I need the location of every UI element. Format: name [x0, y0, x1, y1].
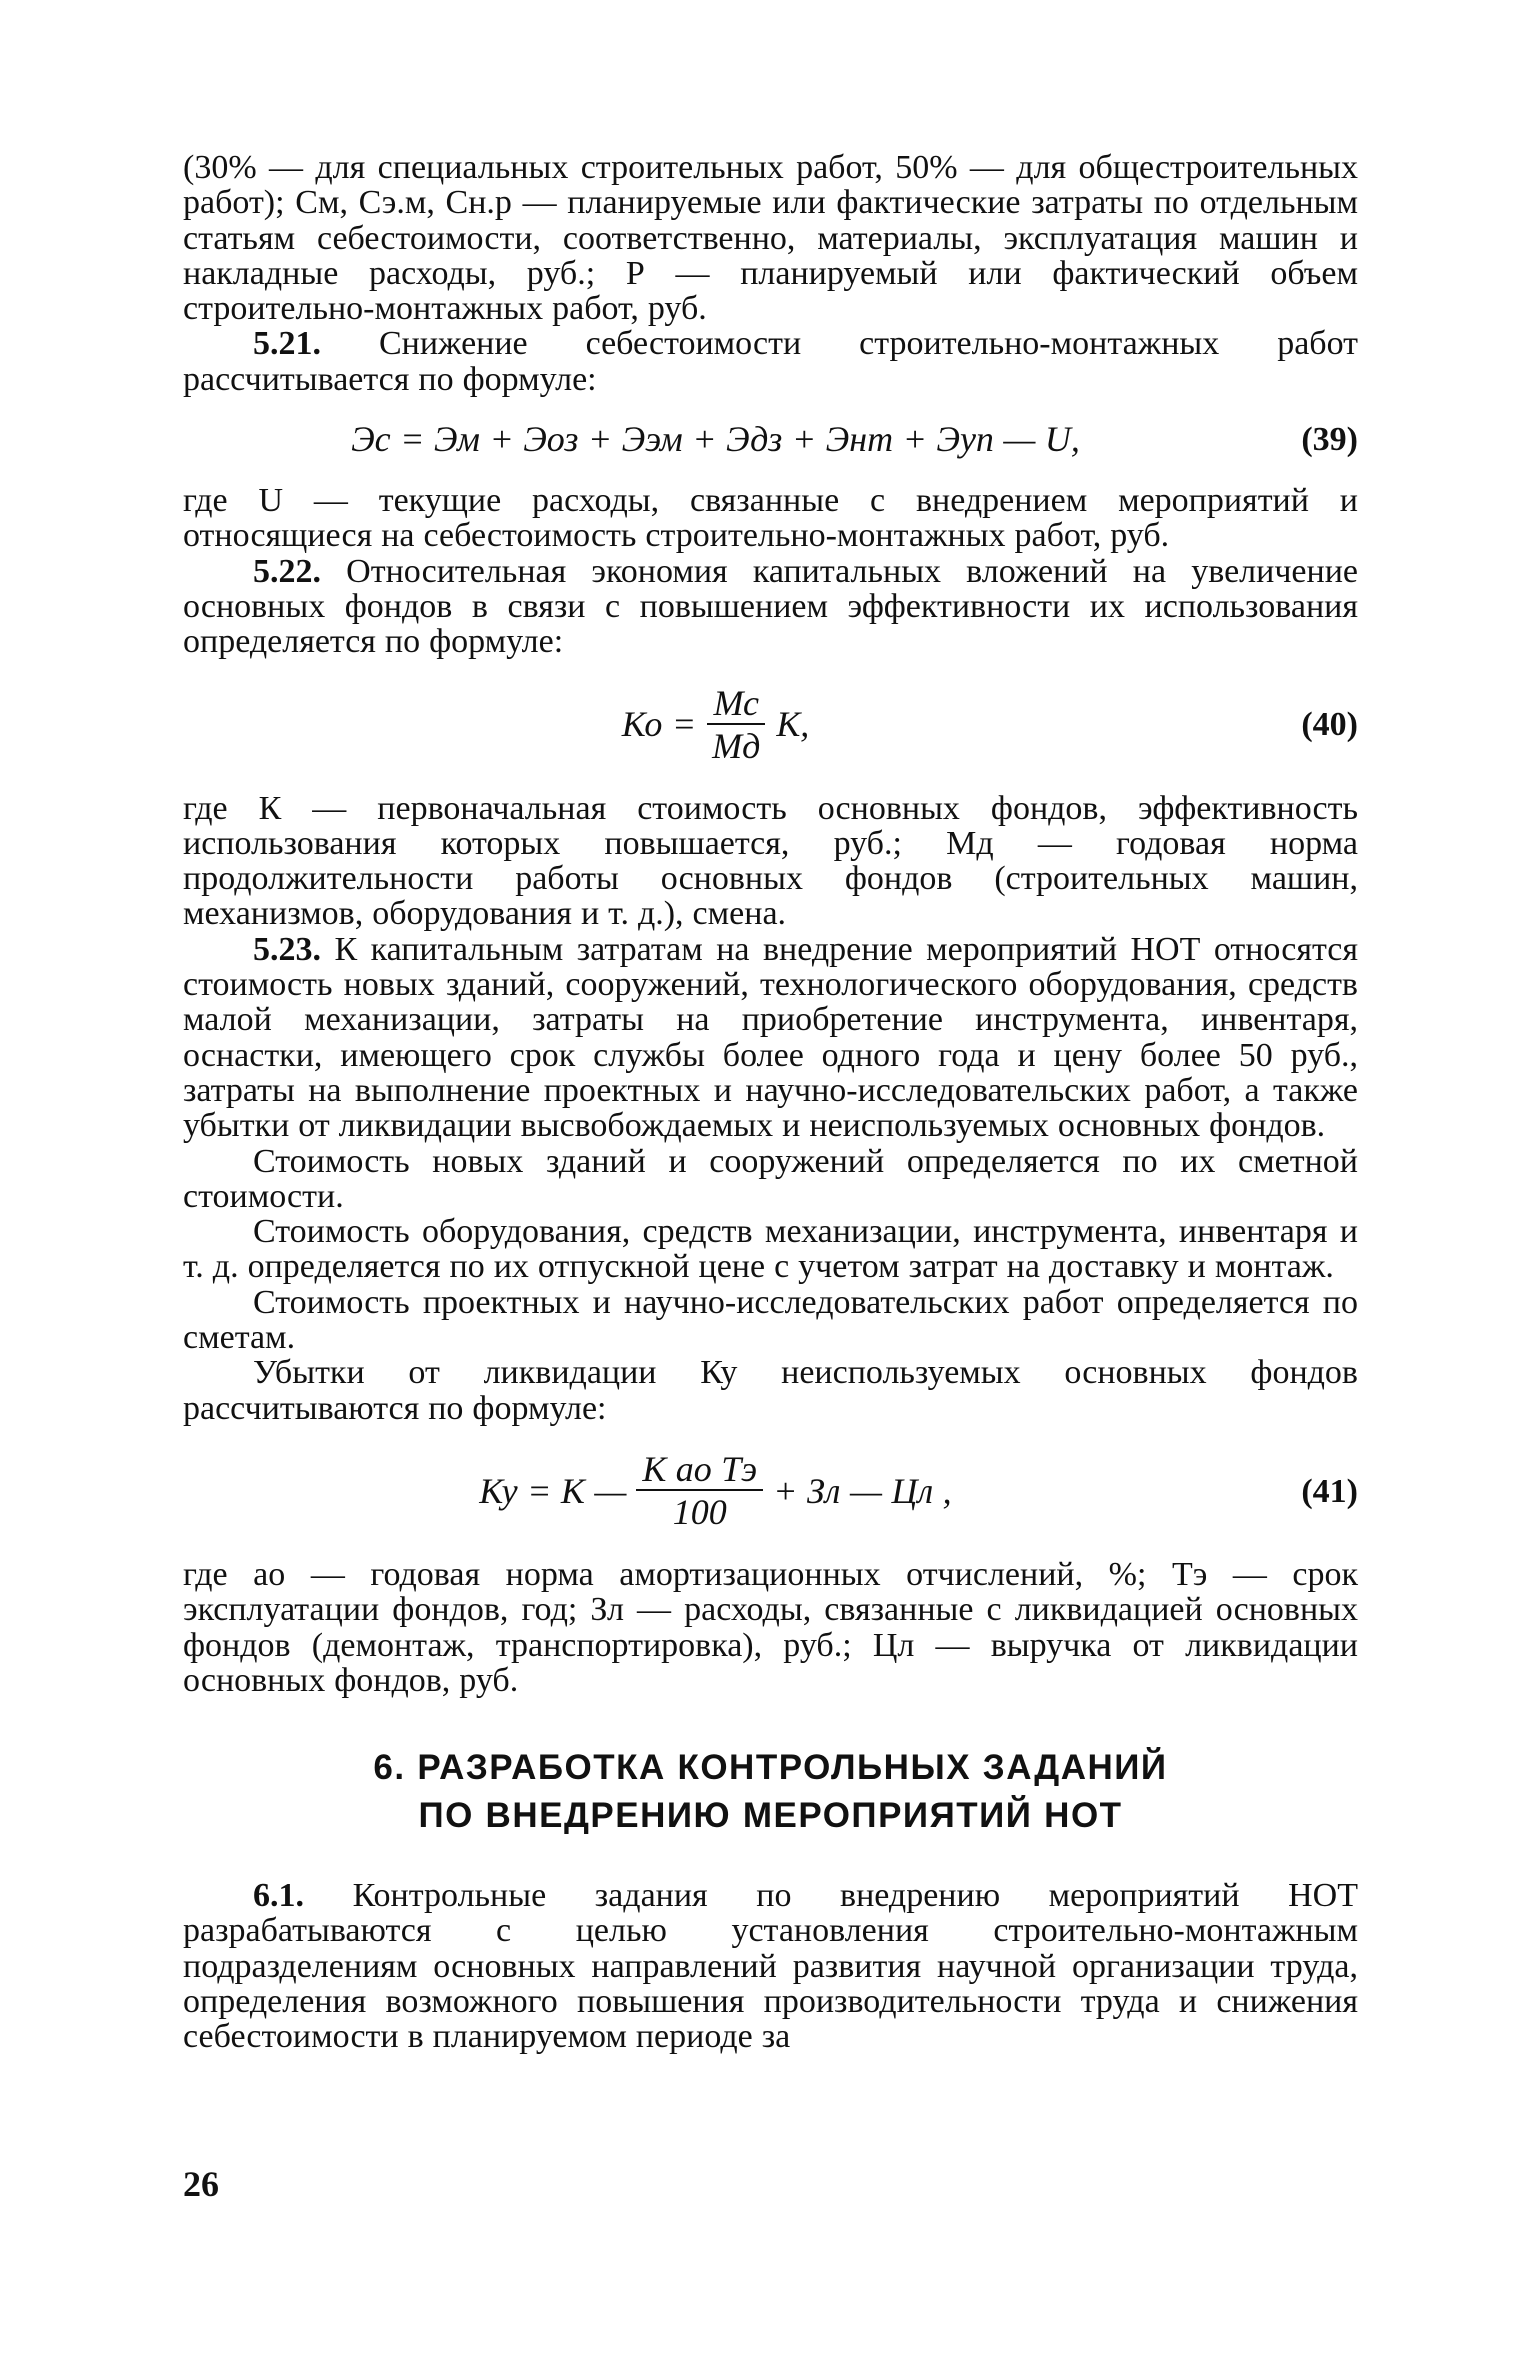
- paragraph-equipment: Стоимость оборудования, средств механизации, инструмента, инвентаря и т. д. определяется по их отпускной цене с учетом затрат на доставку и монтаж.: [183, 1213, 1358, 1286]
- paragraph-formula-39-legend: где U — текущие расходы, связанные с внедрением мероприятий и относящиеся на себестоимость строительно-монтажных работ, руб.: [183, 482, 1358, 555]
- formula-expression: [183, 668, 1248, 783]
- paragraph-cost-terms: (30% — для специальных строительных работ, 50% — для общестроительных работ); См, Сэ.м, Сн.р — планируемые или фактические затраты по отдельным статьям себестоимости, соответственно, материалы, эксплуатация машин и накладные расходы, руб.; Р — планируемый или фактический объем строительно-монтажных работ, руб.: [183, 149, 1358, 328]
- paragraph-text: К капитальным затратам на внедрение мероприятий НОТ относятся стоимость новых зданий, сооружений, технологического оборудования, средств малой механизации, затраты на приобретение инструмента, инвентаря, оснастки, имеющего срок службы более одного года и цену более 50 руб., затраты на выполнение проектных и научно-исследовательских работ, а также убытки от ликвидации высвобождаемых и неиспользуемых основных фондов.: [183, 930, 1358, 1145]
- section-heading-line-1: 6. РАЗРАБОТКА КОНТРОЛЬНЫХ ЗАДАНИЙ: [373, 1748, 1168, 1788]
- formula-rhs: К,: [776, 704, 810, 745]
- fraction: [706, 683, 766, 767]
- formula-40: [183, 668, 1358, 783]
- fraction-denominator: 100: [672, 1492, 727, 1533]
- formula-lhs: Ко =: [621, 704, 697, 745]
- paragraph-project-works: Стоимость проектных и научно-исследовательских работ определяется по сметам.: [183, 1283, 1358, 1357]
- section-number: 5.23.: [253, 930, 321, 968]
- paragraph-text: Относительная экономия капитальных вложений на увеличение основных фондов в связи с повышением эффективности их использования определяется по формуле:: [183, 552, 1358, 661]
- fraction: [636, 1449, 763, 1533]
- paragraph-5-21: [183, 326, 1358, 397]
- fraction-numerator: Мс: [707, 683, 764, 725]
- paragraph-5-23: [183, 932, 1358, 1144]
- page-number: 26: [183, 2164, 219, 2204]
- section-number: 5.21.: [253, 325, 321, 363]
- formula-lhs: Ку = К —: [479, 1470, 627, 1511]
- formula-rhs: + Зл — Цл ,: [773, 1470, 952, 1511]
- paragraph-losses: Убытки от ликвидации Ку неиспользуемых основных фондов рассчитываются по формуле:: [183, 1354, 1358, 1427]
- paragraph-6-1: [183, 1878, 1358, 2054]
- paragraph-new-buildings: Стоимость новых зданий и сооружений определяется по их сметной стоимости.: [183, 1142, 1358, 1215]
- formula-41: [183, 1434, 1358, 1549]
- fraction-denominator: Мд: [712, 726, 761, 767]
- formula-number: (40): [1301, 706, 1358, 744]
- section-number: 5.22.: [253, 552, 321, 590]
- section-number: 6.1.: [253, 1877, 304, 1915]
- paragraph-formula-40-legend: где К — первоначальная стоимость основных фондов, эффективность использования которых повышается, руб.; Мд — годовая норма продолжительности работы основных фондов (строительных машин, механизмов, оборудования и т. д.), смена.: [183, 789, 1358, 933]
- fraction-numerator: К aо Тэ: [636, 1449, 763, 1491]
- section-heading-line-2: ПО ВНЕДРЕНИЮ МЕРОПРИЯТИЙ НОТ: [418, 1796, 1123, 1836]
- paragraph-text: Контрольные задания по внедрению мероприятий НОТ разрабатываются с целью установления строительно-монтажным подразделениям основных направлений развития научной организации труда, определения возможного повышения производительности труда и снижения себестоимости в планируемом периоде за: [183, 1877, 1358, 2056]
- paragraph-text: Снижение себестоимости строительно-монтажных работ рассчитывается по формуле:: [183, 325, 1358, 398]
- paragraph-formula-41-legend: где aо — годовая норма амортизационных отчислений, %; Тэ — срок эксплуатации фондов, год; Зл — расходы, связанные с ликвидацией основных фондов (демонтаж, транспортировка), руб.; Цл — выручка от ликвидации основных фондов, руб.: [183, 1555, 1358, 1699]
- paragraph-5-22: [183, 554, 1358, 660]
- formula-number: (41): [1301, 1472, 1358, 1510]
- formula-expression: [183, 1434, 1248, 1549]
- formula-39: [183, 405, 1358, 475]
- formula-expression: Эс = Эм + Эоз + Ээм + Эдз + Энт + Эуп — U,: [351, 419, 1080, 460]
- section-heading: [183, 1744, 1358, 1840]
- page-body: [183, 150, 1358, 2055]
- formula-number: (39): [1301, 421, 1358, 459]
